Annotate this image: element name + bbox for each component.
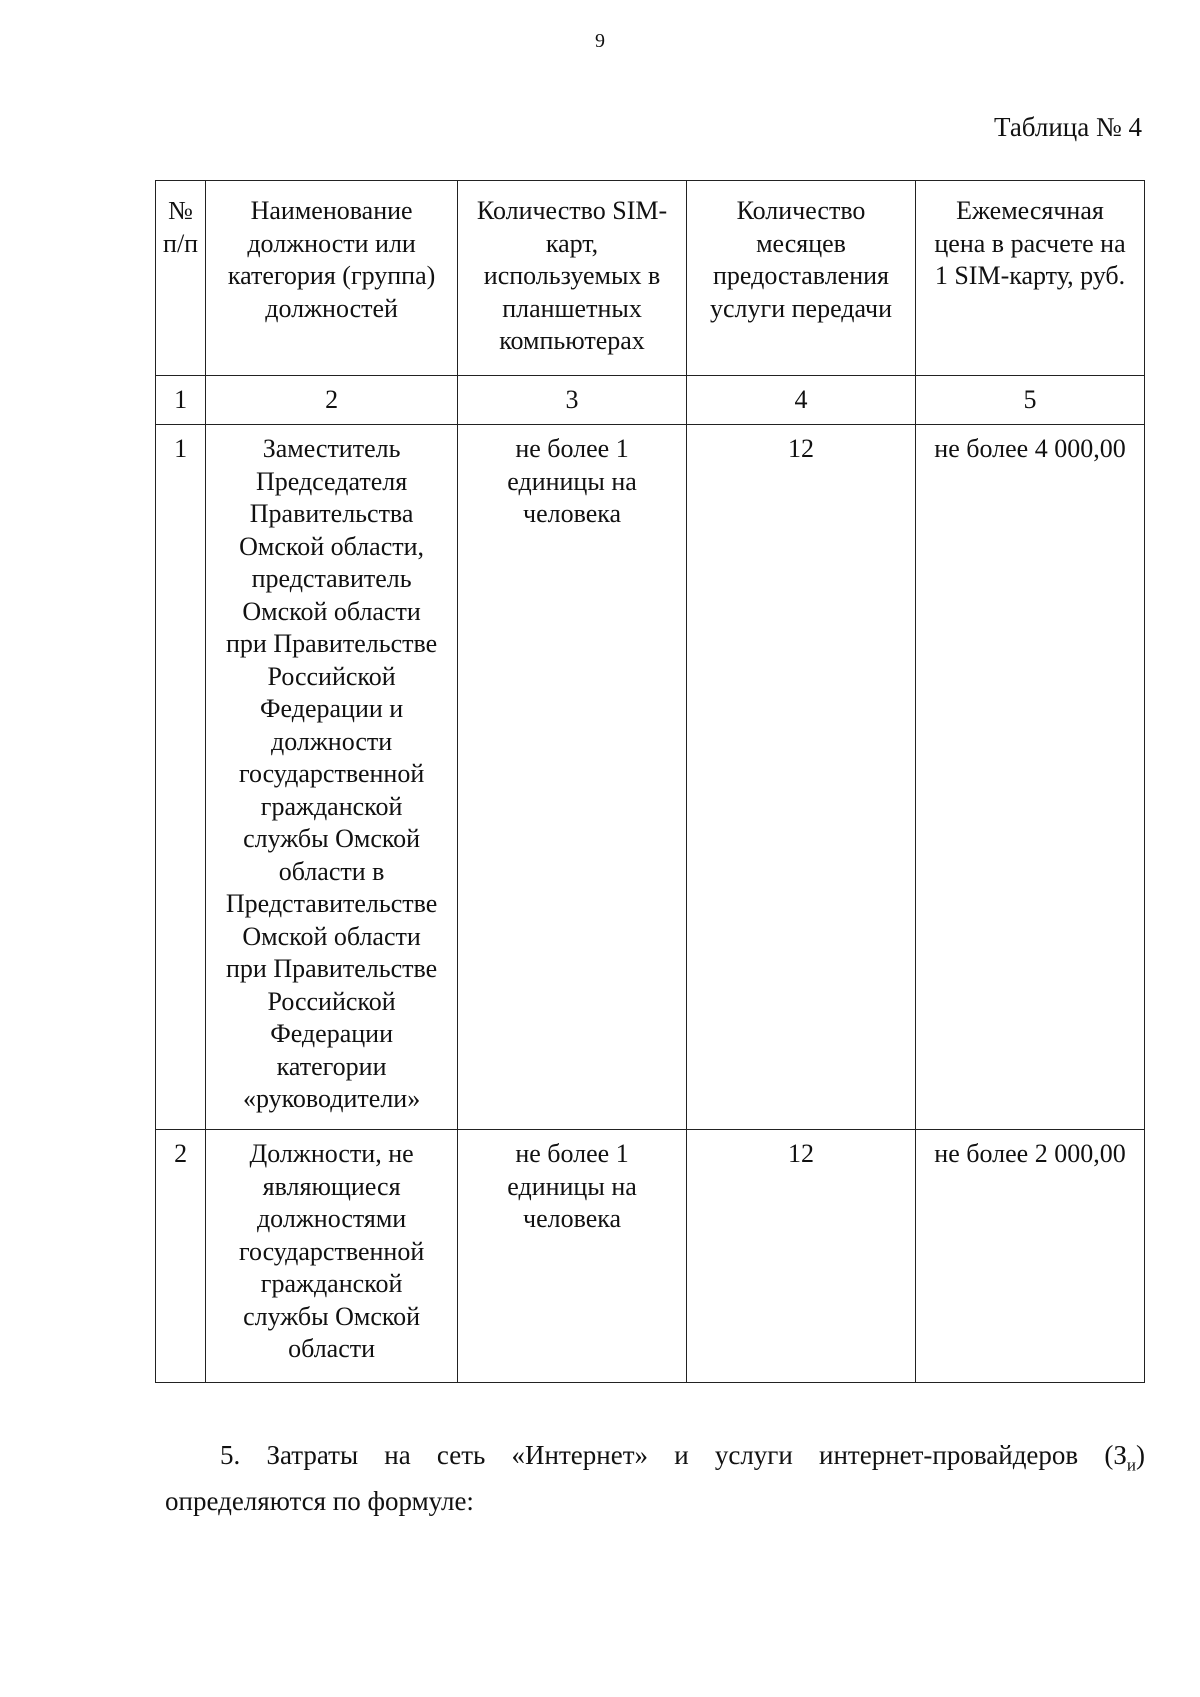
table-header-row (156, 181, 1145, 376)
header-sim-count: Количество SIM- карт, используемых в планшетных компьютерах (458, 181, 687, 376)
row-number: 2 (156, 1130, 206, 1383)
table-row (156, 1130, 1145, 1383)
row-number: 1 (156, 425, 206, 1130)
page-number: 9 (595, 30, 605, 52)
column-number: 5 (916, 376, 1145, 425)
column-number: 2 (206, 376, 458, 425)
sim-count: не более 1 единицы на человека (458, 1130, 687, 1383)
header-months: Количество месяцев предоставления услуги передачи (687, 181, 916, 376)
position-name: Должности, не являющиеся должностями государственной гражданской службы Омской области (206, 1130, 458, 1383)
monthly-price: не более 2 000,00 (916, 1130, 1145, 1383)
paragraph-subscript: и (1126, 1455, 1136, 1475)
position-name: Заместитель Председателя Правительства Омской области, представитель Омской области при Правительстве Российской Федерации и должности государственной гражданской службы Омской области в Представительстве Омской области при Правительстве Российской Федерации категории «руководители» (206, 425, 458, 1130)
column-number: 3 (458, 376, 687, 425)
months: 12 (687, 425, 916, 1130)
header-position-name: Наименование должности или категория (группа) должностей (206, 181, 458, 376)
column-number: 1 (156, 376, 206, 425)
paragraph-internet-costs (165, 1437, 1145, 1519)
monthly-price: не более 4 000,00 (916, 425, 1145, 1130)
sim-card-table (155, 180, 1145, 1383)
months: 12 (687, 1130, 916, 1383)
sim-count: не более 1 единицы на человека (458, 425, 687, 1130)
paragraph-tail: ) определяются по формуле: (165, 1440, 1145, 1517)
table-caption: Таблица № 4 (994, 112, 1142, 142)
paragraph-text: 5. Затраты на сеть «Интернет» и услуги интернет-провайдеров (З (220, 1440, 1127, 1470)
header-number: № п/п (156, 181, 206, 376)
column-numbers-row (156, 376, 1145, 425)
header-monthly-price: Ежемесячная цена в расчете на 1 SIM-карту, руб. (916, 181, 1145, 376)
column-number: 4 (687, 376, 916, 425)
table-row (156, 425, 1145, 1130)
